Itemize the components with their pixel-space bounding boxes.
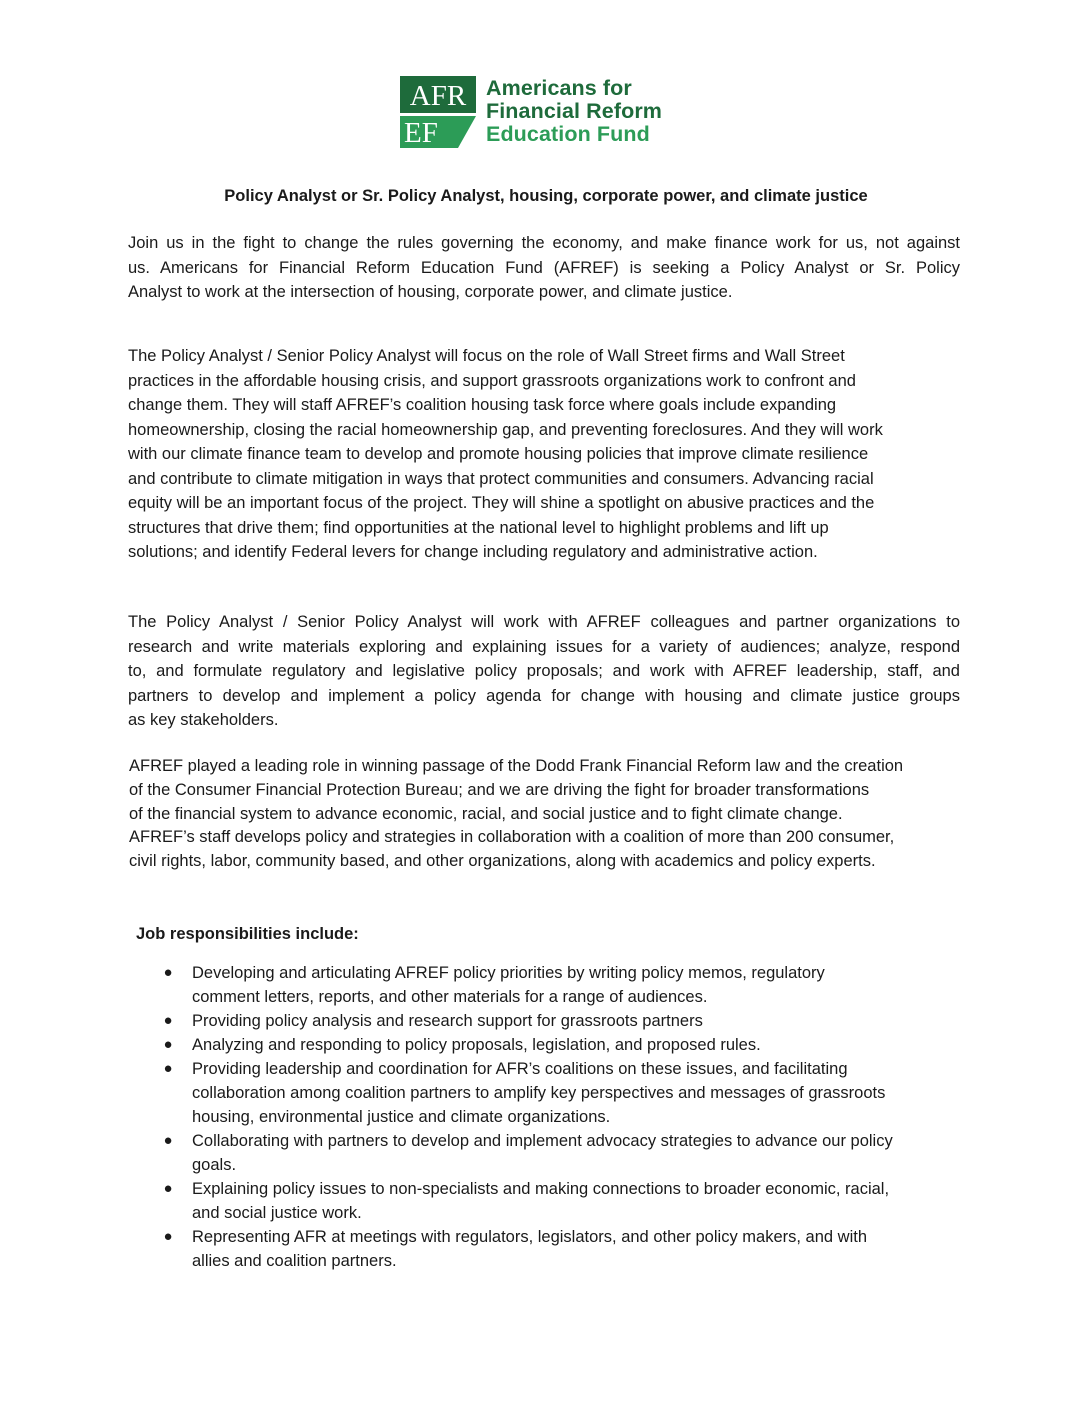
- paragraph-line: research and write materials exploring and explaining issues for a variety of audiences; analyze, respond: [128, 637, 960, 656]
- list-item: [128, 1009, 968, 1033]
- paragraph-line: practices in the affordable housing crisis, and support grassroots organizations work to confront and: [128, 371, 856, 390]
- paragraph-line: structures that drive them; find opportunities at the national level to highlight problems and lift up: [128, 518, 829, 537]
- paragraph-line: equity will be an important focus of the project. They will shine a spotlight on abusive practices and the: [128, 494, 875, 512]
- paragraph-line: of the Consumer Financial Protection Bureau; and we are driving the fight for broader transformations: [129, 780, 870, 799]
- list-item-line: Developing and articulating AFREF policy priorities by writing policy memos, regulatory: [192, 964, 825, 982]
- paragraph-line: of the financial system to advance economic, racial, and social justice and to fight climate change.: [129, 804, 843, 823]
- paragraph-line: and contribute to climate mitigation in ways that protect communities and consumers. Advancing racial: [128, 469, 874, 488]
- responsibilities-list: [128, 961, 968, 1273]
- list-item-line: Providing policy analysis and research support for grassroots partners: [192, 1012, 703, 1030]
- afref-logo-mark-graphic: [400, 76, 476, 148]
- list-item-line: comment letters, reports, and other materials for a range of audiences.: [192, 988, 708, 1006]
- bullet-icon: ●: [163, 964, 173, 981]
- bullet-icon: ●: [163, 1180, 173, 1197]
- paragraph-line: The Policy Analyst / Senior Policy Analyst will focus on the role of Wall Street firms and Wall Street: [128, 347, 845, 365]
- list-item-line: and social justice work.: [192, 1204, 362, 1222]
- list-item: [128, 1225, 968, 1273]
- afref-logo-wordmark: [486, 77, 662, 146]
- logo-mark-bottom-text: EF: [404, 117, 438, 148]
- list-item: [128, 961, 968, 1009]
- list-item-line: Explaining policy issues to non-specialists and making connections to broader economic, racial,: [192, 1180, 890, 1198]
- job-title: Policy Analyst or Sr. Policy Analyst, housing, corporate power, and climate justice: [224, 187, 868, 205]
- bullet-icon: ●: [163, 1060, 173, 1077]
- paragraph-line: Join us in the fight to change the rules governing the economy, and make finance work for us, not against: [128, 234, 960, 252]
- paragraph-line: with our climate finance team to develop and promote housing policies that improve climate resilience: [128, 445, 869, 463]
- role-focus-paragraph: [128, 344, 960, 565]
- paragraph-line: change them. They will staff AFREF’s coalition housing task force where goals include expanding: [128, 396, 837, 414]
- afref-logo: [400, 76, 700, 148]
- list-item: [128, 1033, 968, 1057]
- paragraph-line: as key stakeholders.: [128, 711, 279, 729]
- paragraph-line: partners to develop and implement a policy agenda for change with housing and climate justice groups: [128, 686, 960, 705]
- list-item-line: Analyzing and responding to policy proposals, legislation, and proposed rules.: [192, 1036, 761, 1054]
- paragraph-line: to, and formulate regulatory and legislative policy proposals; and work with AFREF leadership, staff, and: [128, 662, 960, 680]
- paragraph-line: civil rights, labor, community based, and other organizations, along with academics and policy experts.: [129, 852, 876, 871]
- list-item: [128, 1129, 968, 1177]
- list-item-line: Providing leadership and coordination for AFR’s coalitions on these issues, and facilitating: [192, 1060, 848, 1078]
- list-item-line: goals.: [192, 1156, 237, 1174]
- paragraph-line: AFREF played a leading role in winning passage of the Dodd Frank Financial Reform law and the creation: [129, 757, 904, 775]
- paragraph-line: solutions; and identify Federal levers for change including regulatory and administrative action.: [128, 543, 818, 561]
- paragraph-line: homeownership, closing the racial homeownership gap, and preventing foreclosures. And they will work: [128, 420, 883, 439]
- paragraph-line: Analyst to work at the intersection of housing, corporate power, and climate justice.: [128, 283, 733, 301]
- intro-paragraph: [128, 231, 960, 305]
- list-item: [128, 1177, 968, 1225]
- list-item: [128, 1057, 968, 1129]
- bullet-icon: ●: [163, 1228, 173, 1245]
- list-item-line: housing, environmental justice and climate organizations.: [192, 1108, 611, 1126]
- responsibilities-heading: Job responsibilities include:: [136, 925, 359, 943]
- list-item-line: allies and coalition partners.: [192, 1252, 397, 1270]
- list-item-line: Representing AFR at meetings with regulators, legislators, and other policy makers, and with: [192, 1228, 867, 1246]
- role-work-paragraph: [128, 610, 960, 733]
- logo-mark-top-text: AFR: [409, 80, 467, 112]
- bullet-icon: ●: [163, 1036, 173, 1053]
- list-item-line: collaboration among coalition partners to amplify key perspectives and messages of grassroots: [192, 1084, 886, 1102]
- paragraph-line: AFREF’s staff develops policy and strategies in collaboration with a coalition of more than 200 consumer,: [129, 828, 895, 847]
- paragraph-line: us. Americans for Financial Reform Education Fund (AFREF) is seeking a Policy Analyst or Sr. Policy: [128, 258, 960, 277]
- logo-line-2: Financial Reform: [486, 99, 663, 123]
- bullet-icon: ●: [163, 1012, 173, 1029]
- paragraph-line: The Policy Analyst / Senior Policy Analyst will work with AFREF colleagues and partner organizations to: [128, 613, 960, 631]
- afref-logo-mark: [400, 76, 476, 148]
- logo-line-3: Education Fund: [486, 122, 650, 146]
- list-item-line: Collaborating with partners to develop and implement advocacy strategies to advance our policy: [192, 1132, 893, 1150]
- about-afref-paragraph: [129, 755, 961, 874]
- logo-line-1: Americans for: [486, 76, 632, 100]
- bullet-icon: ●: [163, 1132, 173, 1149]
